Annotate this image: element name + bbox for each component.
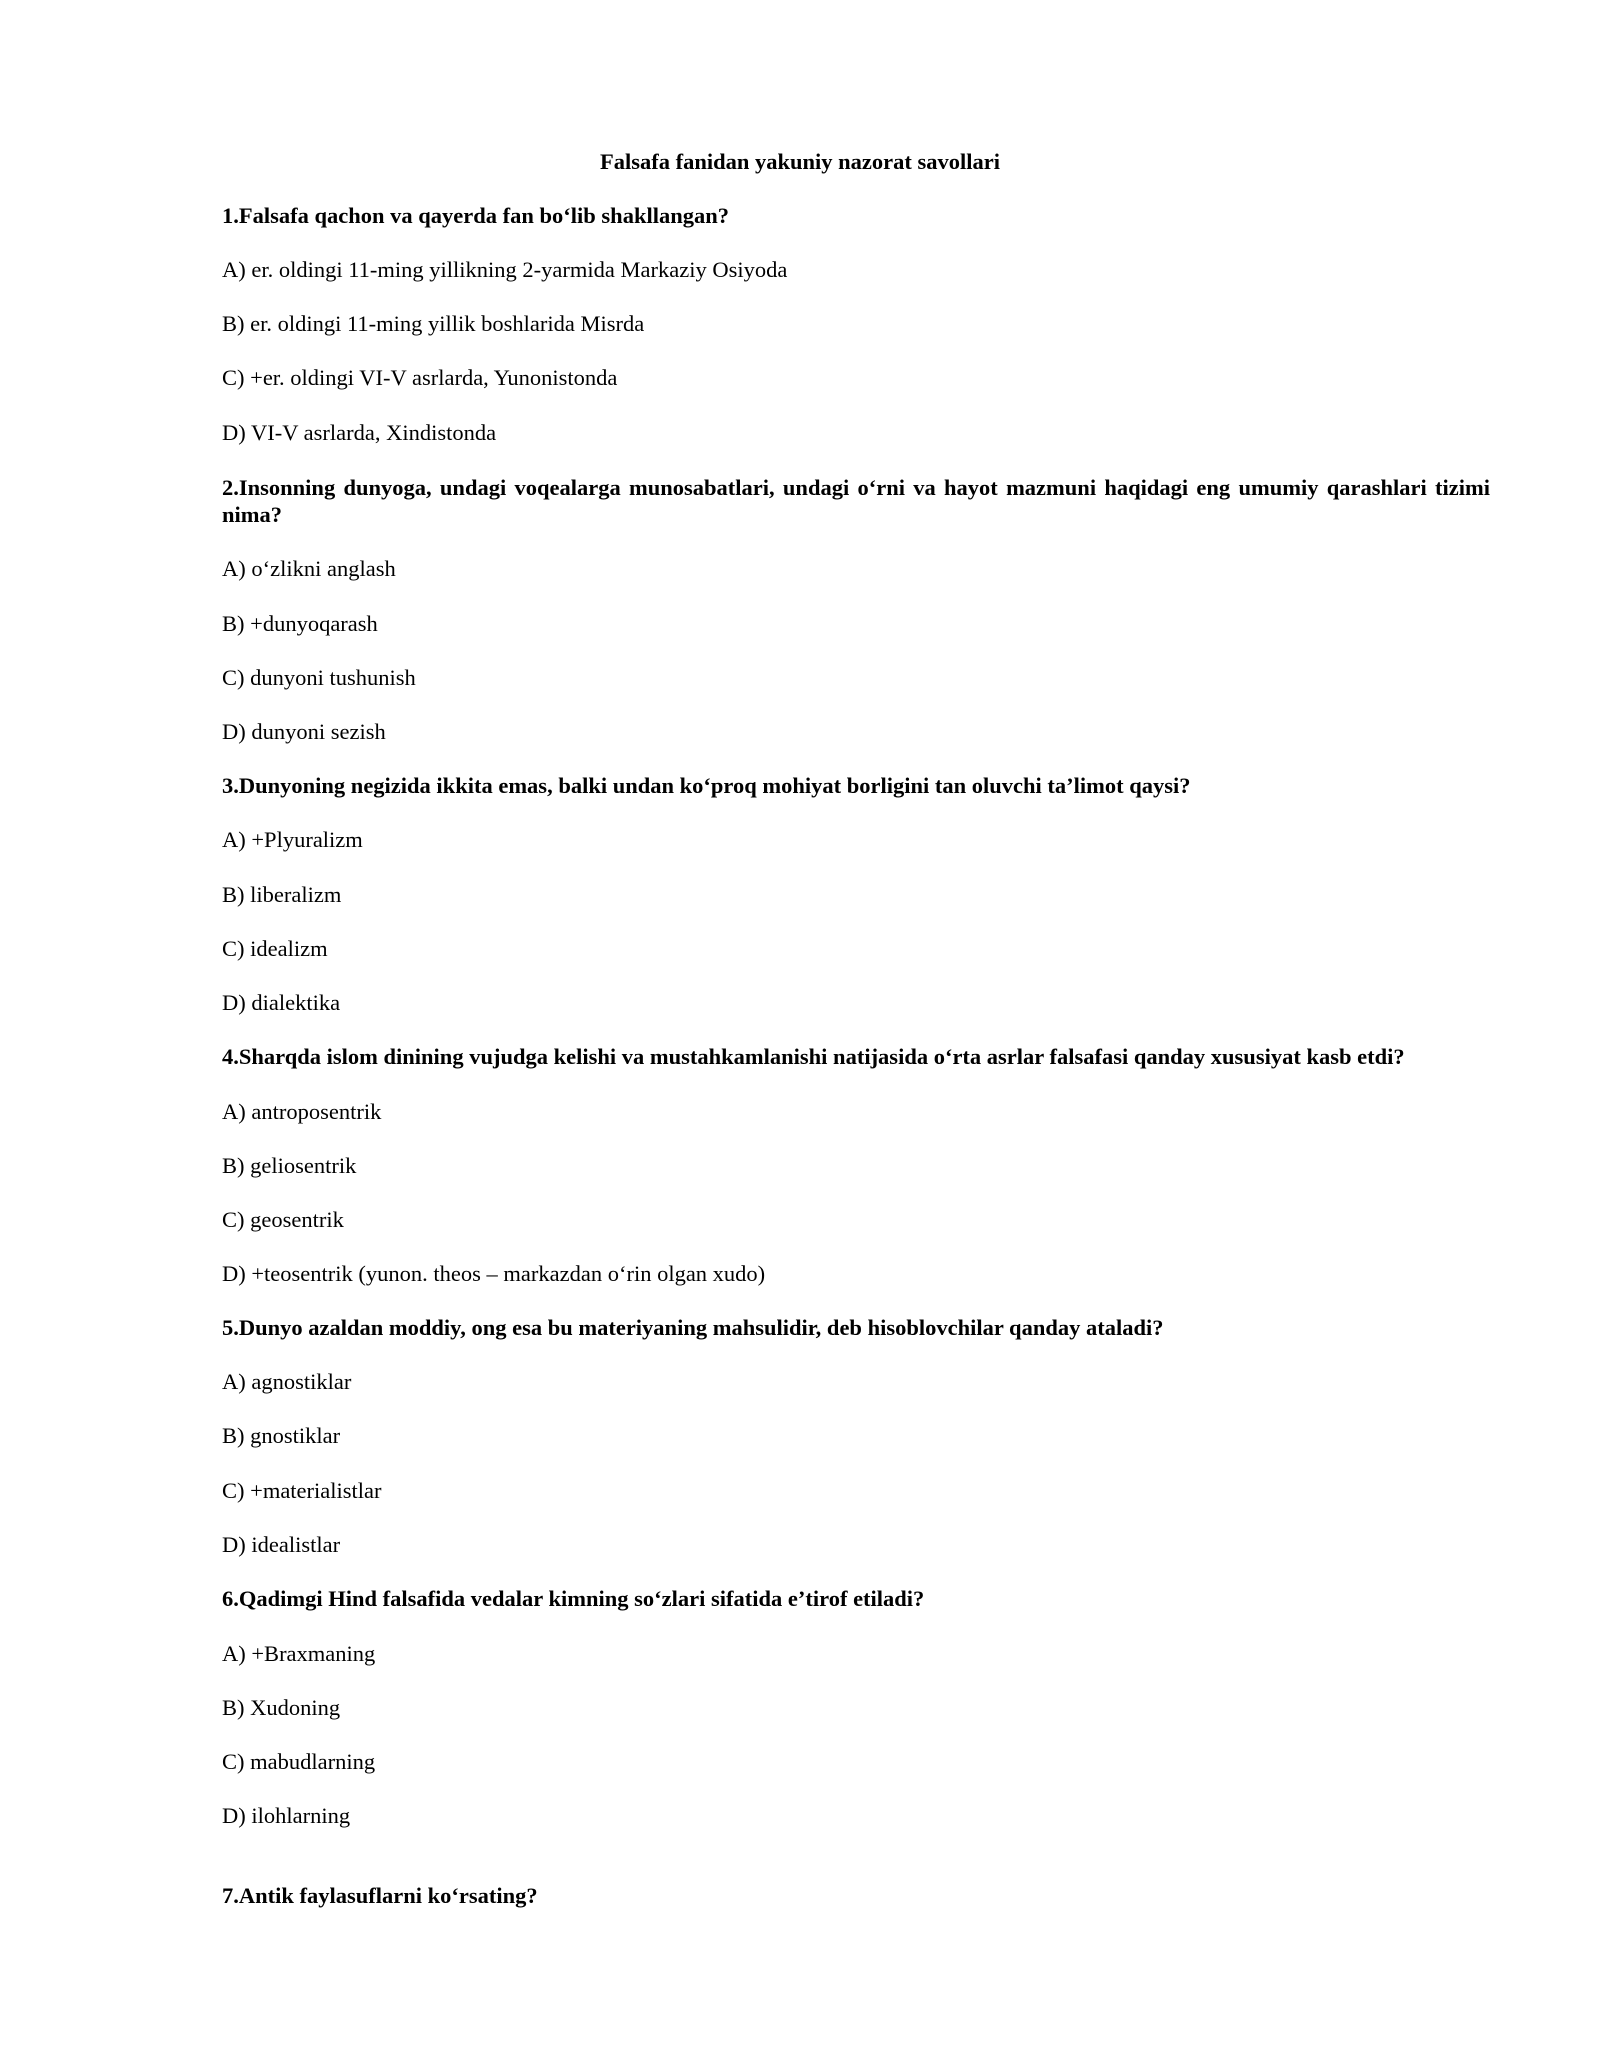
q4-option-d: D) +teosentrik (yunon. theos – markazdan o‘rin olgan xudo)	[222, 1261, 766, 1286]
question-7: 7.Antik faylasuflarni ko‘rsating?	[222, 1883, 538, 1908]
q2-option-b: B) +dunyoqarash	[222, 611, 378, 636]
q3-option-b: B) liberalizm	[222, 882, 342, 907]
q3-option-d: D) dialektika	[222, 990, 341, 1015]
q5-option-c: C) +materialistlar	[222, 1478, 382, 1503]
q1-option-a: A) er. oldingi 11-ming yillikning 2-yarmida Markaziy Osiyoda	[222, 257, 788, 282]
question-2: 2.Insonning dunyoga, undagi voqealarga munosabatlari, undagi o‘rni va hayot mazmuni haqidagi eng umumiy qarashlari tizimi nima?	[222, 475, 1490, 527]
question-6: 6.Qadimgi Hind falsafida vedalar kimning so‘zlari sifatida e’tirof etiladi?	[222, 1586, 925, 1611]
q4-option-a: A) antroposentrik	[222, 1099, 382, 1124]
q5-option-b: B) gnostiklar	[222, 1423, 341, 1448]
document-title: Falsafa fanidan yakuniy nazorat savollari	[599, 149, 1001, 174]
q6-option-b: B) Xudoning	[222, 1695, 341, 1720]
q5-option-a: A) agnostiklar	[222, 1369, 352, 1394]
q6-option-c: C) mabudlarning	[222, 1749, 376, 1774]
q5-option-d: D) idealistlar	[222, 1532, 341, 1557]
q2-option-a: A) o‘zlikni anglash	[222, 556, 396, 581]
q3-option-c: C) idealizm	[222, 936, 328, 961]
q6-option-d: D) ilohlarning	[222, 1803, 351, 1828]
q1-option-c: C) +er. oldingi VI-V asrlarda, Yunonistonda	[222, 365, 618, 390]
q1-option-b: B) er. oldingi 11-ming yillik boshlarida Misrda	[222, 311, 645, 336]
q2-option-d: D) dunyoni sezish	[222, 719, 386, 744]
q4-option-b: B) geliosentrik	[222, 1153, 357, 1178]
question-3: 3.Dunyoning negizida ikkita emas, balki undan ko‘proq mohiyat borligini tan oluvchi ta’limot qaysi?	[222, 773, 1191, 798]
q6-option-a: A) +Braxmaning	[222, 1641, 376, 1666]
question-5: 5.Dunyo azaldan moddiy, ong esa bu materiyaning mahsulidir, deb hisoblovchilar qanday ataladi?	[222, 1315, 1164, 1340]
question-4: 4.Sharqda islom dinining vujudga kelishi va mustahkamlanishi natijasida o‘rta asrlar falsafasi qanday xususiyat kasb etdi?	[222, 1044, 1405, 1069]
q2-option-c: C) dunyoni tushunish	[222, 665, 416, 690]
q1-option-d: D) VI-V asrlarda, Xindistonda	[222, 420, 497, 445]
q3-option-a: A) +Plyuralizm	[222, 827, 363, 852]
question-1: 1.Falsafa qachon va qayerda fan bo‘lib shakllangan?	[222, 203, 729, 228]
q4-option-c: C) geosentrik	[222, 1207, 344, 1232]
